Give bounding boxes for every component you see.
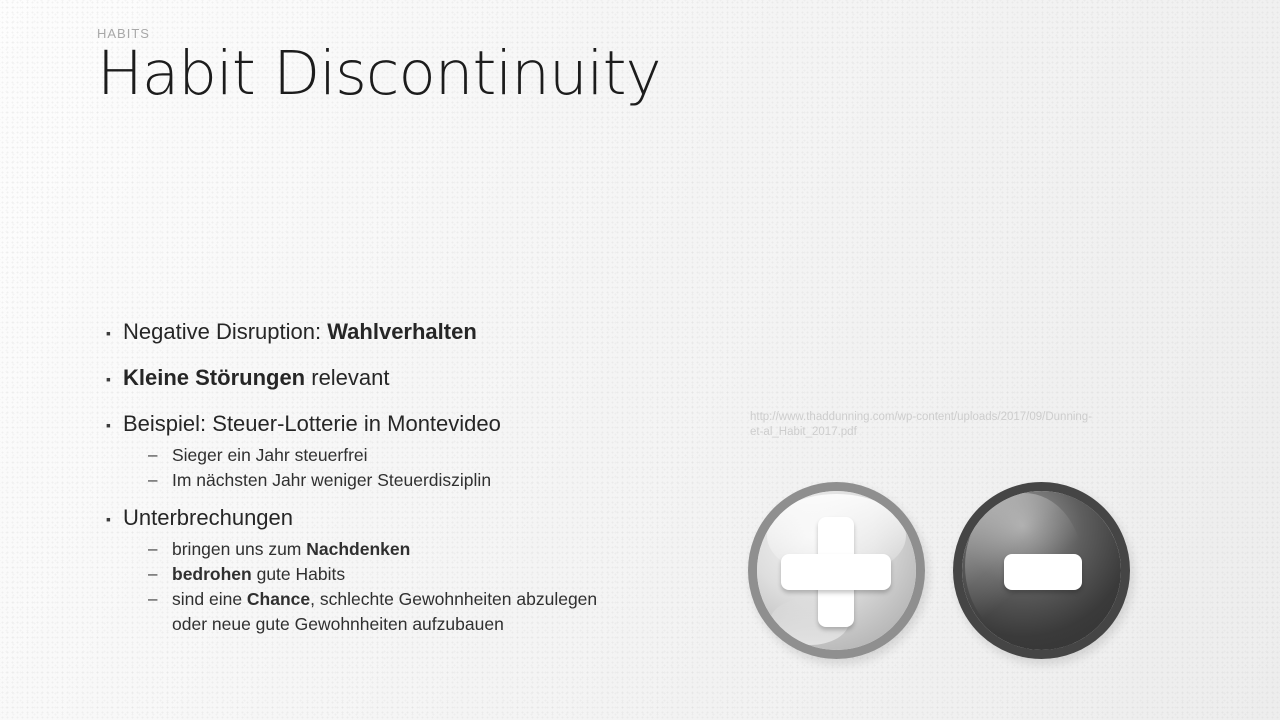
dash-bullet-marker: – bbox=[148, 445, 158, 464]
bullet-text bbox=[172, 470, 491, 490]
plus-icon bbox=[748, 482, 925, 659]
bullet-item bbox=[100, 365, 675, 391]
text-segment: bedrohen bbox=[172, 564, 252, 584]
text-segment: Wahlverhalten bbox=[327, 319, 477, 344]
reference-url-line1: http://www.thaddunning.com/wp-content/uploads/2017/09/Dunning- bbox=[750, 411, 1093, 423]
bullet-item bbox=[100, 319, 675, 345]
bullet-item bbox=[100, 411, 675, 437]
text-segment: Beispiel: Steuer-Lotterie in Montevideo bbox=[123, 411, 501, 436]
minus-glyph bbox=[1004, 554, 1082, 590]
sub-bullet-item bbox=[100, 587, 634, 637]
text-segment: bringen uns zum bbox=[172, 539, 307, 559]
text-segment: Negative Disruption: bbox=[123, 319, 328, 344]
section-eyebrow: HABITS bbox=[97, 26, 150, 41]
plus-icon-face bbox=[757, 491, 916, 650]
sub-bullet-item bbox=[100, 537, 634, 562]
plus-glyph-horizontal bbox=[781, 554, 891, 590]
text-segment: Sieger ein Jahr steuerfrei bbox=[172, 445, 368, 465]
bullet-text bbox=[172, 589, 597, 634]
dash-bullet-marker: – bbox=[148, 539, 158, 558]
square-bullet-marker: ▪ bbox=[106, 417, 111, 433]
bullet-text bbox=[172, 564, 345, 584]
bullet-text bbox=[123, 319, 477, 344]
minus-icon-face bbox=[962, 491, 1121, 650]
sub-bullet-item bbox=[100, 468, 634, 493]
text-segment: relevant bbox=[305, 365, 390, 390]
bullet-text bbox=[172, 445, 368, 465]
text-segment: Im nächsten Jahr weniger Steuerdisziplin bbox=[172, 470, 492, 490]
bullet-list bbox=[100, 319, 675, 637]
text-segment: gute Habits bbox=[251, 564, 346, 584]
minus-icon bbox=[953, 482, 1130, 659]
text-segment: Unterbrechungen bbox=[123, 505, 294, 530]
square-bullet-marker: ▪ bbox=[106, 371, 111, 387]
page-title: Habit Discontinuity bbox=[97, 38, 661, 109]
reference-url-line2: et-al_Habit_2017.pdf bbox=[750, 426, 857, 438]
square-bullet-marker: ▪ bbox=[106, 325, 111, 341]
reference-url bbox=[750, 410, 1140, 440]
dash-bullet-marker: – bbox=[148, 589, 158, 608]
text-segment: sind eine bbox=[172, 589, 247, 609]
text-segment: Nachdenken bbox=[306, 539, 411, 559]
text-segment: Chance bbox=[246, 589, 311, 609]
text-segment: , schlechte Gewohnheiten abzulegen oder neue gute Gewohnheiten aufzubauen bbox=[172, 589, 598, 634]
bullet-text bbox=[123, 505, 293, 530]
bullet-text bbox=[123, 365, 390, 390]
bullet-item bbox=[100, 505, 675, 531]
dash-bullet-marker: – bbox=[148, 470, 158, 489]
dash-bullet-marker: – bbox=[148, 564, 158, 583]
text-segment: Kleine Störungen bbox=[123, 365, 306, 390]
bullet-text bbox=[123, 411, 501, 436]
bullet-text bbox=[172, 539, 410, 559]
header bbox=[97, 26, 661, 107]
square-bullet-marker: ▪ bbox=[106, 511, 111, 527]
sub-bullet-item bbox=[100, 443, 634, 468]
sub-bullet-item bbox=[100, 562, 634, 587]
